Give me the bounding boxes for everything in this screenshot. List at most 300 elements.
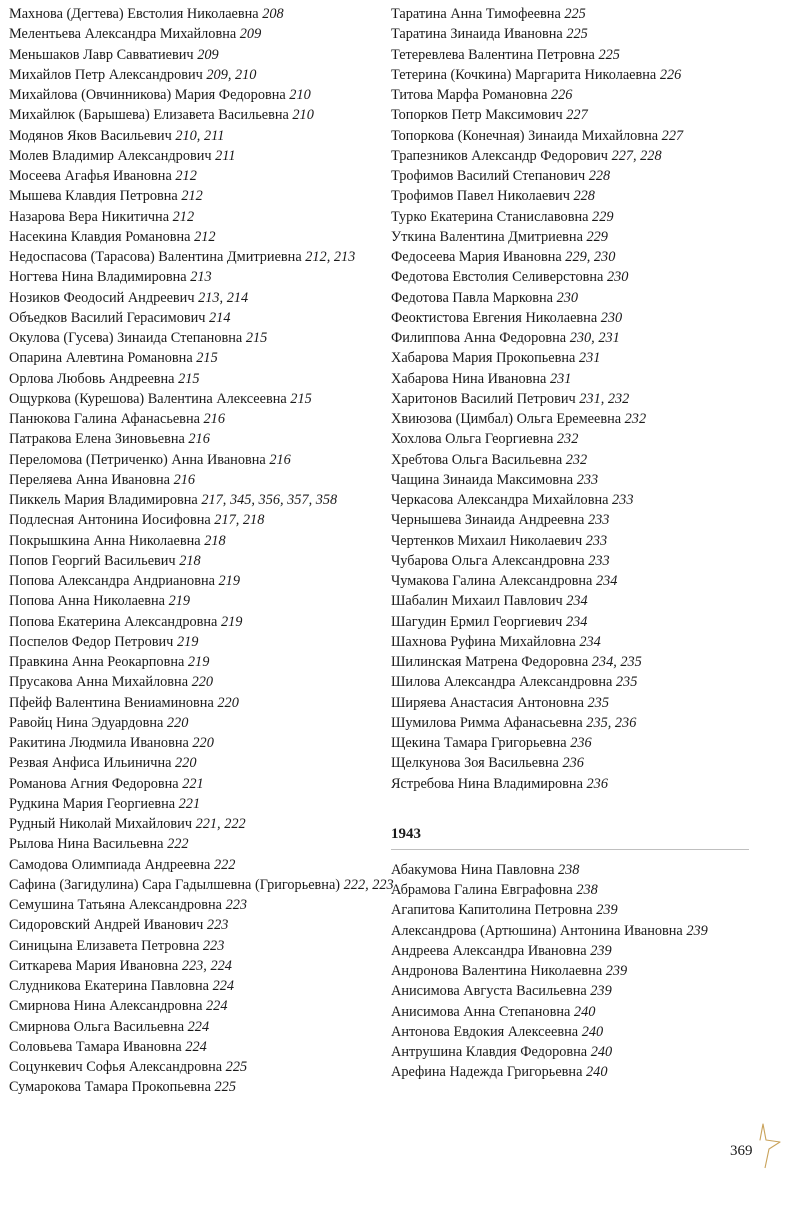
entry-pages: 233 xyxy=(612,492,634,508)
entry-pages: 234 xyxy=(566,593,588,610)
entry-name: Федотова Павла Марковна xyxy=(391,289,553,306)
entry-name: Щекина Тамара Григорьевна xyxy=(391,735,567,751)
entry-pages: 214 xyxy=(209,309,231,326)
index-entry xyxy=(391,389,751,409)
index-entry xyxy=(9,915,384,935)
index-entry xyxy=(9,632,384,652)
index-entry xyxy=(9,490,384,510)
index-entry xyxy=(9,794,384,814)
index-entry xyxy=(391,713,751,733)
entry-name: Тетеревлева Валентина Петровна xyxy=(391,46,595,63)
entry-pages: 239 xyxy=(605,963,628,979)
entry-pages: 210 xyxy=(289,87,311,103)
index-entry xyxy=(391,1002,751,1022)
entry-name: Семушина Татьяна Александровна xyxy=(9,897,222,913)
index-entry xyxy=(9,733,384,753)
entry-pages: 220 xyxy=(191,674,214,691)
entry-name: Абакумова Нина Павловна xyxy=(391,861,555,878)
index-entry xyxy=(9,713,384,733)
entry-name: Топорков Петр Максимович xyxy=(391,107,563,124)
entry-name: Анисимова Анна Степановна xyxy=(391,1003,571,1020)
entry-name: Михайлов Петр Александрович xyxy=(9,66,203,83)
index-entry xyxy=(9,207,384,227)
entry-pages: 230, 231 xyxy=(569,330,620,346)
index-entry xyxy=(391,288,751,308)
entry-pages: 232 xyxy=(624,411,647,427)
index-entry xyxy=(391,652,751,672)
entry-pages: 240 xyxy=(581,1023,604,1040)
index-entry xyxy=(9,450,384,470)
entry-pages: 220 xyxy=(192,735,214,751)
entry-pages: 212 xyxy=(194,228,216,245)
entry-name: Чумакова Галина Александровна xyxy=(391,573,593,589)
index-entry xyxy=(391,551,751,571)
entry-pages: 231, 232 xyxy=(579,390,630,407)
index-entry xyxy=(391,247,751,267)
entry-pages: 239 xyxy=(590,942,612,959)
entry-name: Синицына Елизавета Петровна xyxy=(9,937,200,954)
index-entry xyxy=(391,166,751,186)
index-entry xyxy=(391,45,751,65)
entry-pages: 210, 211 xyxy=(175,127,225,144)
entry-pages: 224 xyxy=(206,998,228,1015)
entry-pages: 218 xyxy=(179,552,201,569)
entry-pages: 209 xyxy=(239,26,262,43)
entry-name: Шилова Александра Александровна xyxy=(391,674,613,691)
entry-pages: 228 xyxy=(573,188,595,205)
entry-name: Анисимова Августа Васильевна xyxy=(391,983,587,1000)
index-entry xyxy=(9,288,384,308)
entry-name: Попова Александра Андриановна xyxy=(9,573,215,589)
index-entry xyxy=(9,814,384,834)
entry-name: Мышева Клавдия Петровна xyxy=(9,188,178,205)
entry-name: Слудникова Екатерина Павловна xyxy=(9,978,210,994)
entry-name: Рудный Николай Михайлович xyxy=(9,816,193,832)
index-entry xyxy=(9,1057,384,1077)
entry-pages: 215 xyxy=(196,350,218,367)
entry-pages: 236 xyxy=(570,735,592,751)
entry-name: Объедков Василий Герасимович xyxy=(9,309,206,326)
index-entry xyxy=(391,672,751,692)
entry-name: Рылова Нина Васильевна xyxy=(9,836,164,853)
entry-pages: 226 xyxy=(659,66,682,83)
entry-pages: 218 xyxy=(204,532,226,549)
entry-pages: 212, 213 xyxy=(305,249,356,265)
entry-name: Арефина Надежда Григорьевна xyxy=(391,1064,583,1081)
entry-pages: 239 xyxy=(590,983,612,1000)
entry-pages: 234 xyxy=(579,633,601,650)
entry-name: Хабарова Мария Прокопьевна xyxy=(391,350,576,367)
entry-pages: 232 xyxy=(556,431,579,448)
index-entry xyxy=(9,105,384,125)
entry-name: Хабарова Нина Ивановна xyxy=(391,370,547,387)
index-entry xyxy=(9,166,384,186)
index-entry xyxy=(391,961,751,981)
entry-pages: 213, 214 xyxy=(198,289,249,306)
index-entry xyxy=(9,531,384,551)
entry-pages: 225 xyxy=(225,1059,248,1075)
entry-pages: 240 xyxy=(590,1044,613,1060)
entry-pages: 221, 222 xyxy=(195,816,246,832)
entry-name: Резвая Анфиса Ильинична xyxy=(9,755,172,772)
index-entry xyxy=(9,470,384,490)
year-section-list xyxy=(391,860,751,1083)
entry-pages: 209, 210 xyxy=(206,66,257,83)
entry-name: Романова Агния Федоровна xyxy=(9,775,179,792)
index-entry xyxy=(9,895,384,915)
index-entry xyxy=(9,247,384,267)
entry-pages: 229 xyxy=(586,228,608,245)
entry-pages: 210 xyxy=(292,107,314,124)
index-entry xyxy=(391,409,751,429)
entry-name: Федотова Евстолия Селиверстовна xyxy=(391,269,604,286)
entry-pages: 238 xyxy=(558,861,580,878)
entry-name: Ногтева Нина Владимировна xyxy=(9,269,187,286)
entry-name: Шилинская Матрена Федоровна xyxy=(391,654,589,670)
entry-pages: 235 xyxy=(587,694,609,711)
entry-pages: 208 xyxy=(262,6,284,22)
index-entry xyxy=(391,774,751,794)
entry-name: Попов Георгий Васильевич xyxy=(9,552,176,569)
entry-name: Хохлова Ольга Георгиевна xyxy=(391,431,554,448)
entry-name: Назарова Вера Никитична xyxy=(9,208,170,225)
entry-name: Антрушина Клавдия Федоровна xyxy=(391,1044,588,1060)
entry-pages: 219 xyxy=(187,654,210,670)
index-entry xyxy=(9,348,384,368)
entry-pages: 224 xyxy=(212,978,235,994)
entry-name: Опарина Алевтина Романовна xyxy=(9,350,193,367)
entry-name: Трофимов Василий Степанович xyxy=(391,168,586,184)
entry-name: Чащина Зинаида Максимовна xyxy=(391,471,574,488)
entry-name: Соловьева Тамара Ивановна xyxy=(9,1038,182,1055)
entry-pages: 228 xyxy=(588,168,611,184)
entry-name: Ситкарева Мария Ивановна xyxy=(9,957,179,974)
entry-name: Панюкова Галина Афанасьевна xyxy=(9,411,200,427)
index-entry xyxy=(9,571,384,591)
entry-name: Смирнова Ольга Васильевна xyxy=(9,1018,185,1035)
entry-name: Махнова (Дегтева) Евстолия Николаевна xyxy=(9,6,259,22)
index-entry xyxy=(391,571,751,591)
entry-pages: 227 xyxy=(566,107,588,124)
index-entry xyxy=(391,470,751,490)
index-entry xyxy=(391,900,751,920)
entry-name: Попова Екатерина Александровна xyxy=(9,613,218,630)
entry-pages: 219 xyxy=(218,573,240,589)
entry-name: Шабалин Михаил Павлович xyxy=(391,593,563,610)
index-entry xyxy=(391,490,751,510)
entry-pages: 238 xyxy=(576,882,598,898)
index-entry xyxy=(9,976,384,996)
entry-pages: 223 xyxy=(202,937,225,954)
index-entry xyxy=(391,328,751,348)
entry-pages: 231 xyxy=(549,370,572,387)
entry-pages: 229 xyxy=(592,208,614,225)
entry-name: Александрова (Артюшина) Антонина Ивановна xyxy=(391,922,683,939)
index-entry xyxy=(9,591,384,611)
entry-pages: 236 xyxy=(586,775,608,792)
entry-name: Переляева Анна Ивановна xyxy=(9,471,171,488)
entry-name: Патракова Елена Зиновьевна xyxy=(9,431,185,448)
entry-name: Модянов Яков Васильевич xyxy=(9,127,172,144)
entry-pages: 240 xyxy=(586,1064,608,1081)
index-entry xyxy=(391,65,751,85)
entry-pages: 240 xyxy=(573,1003,596,1020)
entry-pages: 223 xyxy=(206,917,229,934)
entry-name: Подлесная Антонина Иосифовна xyxy=(9,512,211,529)
entry-pages: 225 xyxy=(566,26,588,43)
index-entry xyxy=(391,4,751,24)
index-entry xyxy=(9,510,384,530)
entry-name: Тетерина (Кочкина) Маргарита Николаевна xyxy=(391,66,657,83)
entry-name: Недоспасова (Тарасова) Валентина Дмитриевна xyxy=(9,249,302,265)
entry-name: Андронова Валентина Николаевна xyxy=(391,963,603,979)
entry-pages: 233 xyxy=(585,532,608,549)
entry-name: Меньшаков Лавр Савватиевич xyxy=(9,46,194,63)
entry-name: Рудкина Мария Георгиевна xyxy=(9,795,176,812)
entry-pages: 234 xyxy=(565,613,588,630)
index-entry xyxy=(9,227,384,247)
index-entry xyxy=(391,921,751,941)
index-entry xyxy=(9,45,384,65)
entry-name: Окулова (Гусева) Зинаида Степановна xyxy=(9,330,243,346)
index-entry xyxy=(9,24,384,44)
entry-pages: 222 xyxy=(213,856,236,873)
entry-name: Хребтова Ольга Васильевна xyxy=(391,451,563,468)
index-entry xyxy=(9,85,384,105)
entry-pages: 219 xyxy=(220,613,243,630)
entry-name: Абрамова Галина Евграфовна xyxy=(391,882,573,898)
index-entry xyxy=(391,348,751,368)
index-entry xyxy=(9,146,384,166)
entry-name: Уткина Валентина Дмитриевна xyxy=(391,228,583,245)
entry-pages: 230 xyxy=(606,269,629,286)
entry-name: Мелентьева Александра Михайловна xyxy=(9,26,237,43)
index-entry xyxy=(391,753,751,773)
entry-pages: 223, 224 xyxy=(181,957,232,974)
entry-name: Пфейф Валентина Вениаминовна xyxy=(9,694,214,711)
index-entry xyxy=(391,126,751,146)
entry-pages: 221 xyxy=(178,795,201,812)
entry-pages: 225 xyxy=(564,6,586,22)
index-entry xyxy=(391,186,751,206)
entry-name: Трофимов Павел Николаевич xyxy=(391,188,570,205)
entry-pages: 213 xyxy=(190,269,212,286)
index-entry xyxy=(9,672,384,692)
index-entry xyxy=(9,1017,384,1037)
entry-name: Пиккель Мария Владимировна xyxy=(9,492,198,508)
entry-pages: 215 xyxy=(290,390,312,407)
entry-pages: 234, 235 xyxy=(591,654,642,670)
entry-name: Андреева Александра Ивановна xyxy=(391,942,587,959)
index-entry xyxy=(9,4,384,24)
entry-pages: 229, 230 xyxy=(565,249,616,265)
entry-name: Чертенков Михаил Николаевич xyxy=(391,532,583,549)
entry-name: Сидоровский Андрей Иванович xyxy=(9,917,204,934)
entry-pages: 227 xyxy=(661,127,684,144)
index-entry xyxy=(9,996,384,1016)
entry-pages: 224 xyxy=(185,1038,207,1055)
entry-name: Чубарова Ольга Александровна xyxy=(391,552,585,569)
entry-pages: 223 xyxy=(225,897,248,913)
entry-pages: 222, 223 xyxy=(343,876,394,893)
entry-name: Ширяева Анастасия Антоновна xyxy=(391,694,584,711)
entry-name: Насекина Клавдия Романовна xyxy=(9,228,191,245)
entry-pages: 216 xyxy=(203,411,225,427)
index-entry xyxy=(9,753,384,773)
entry-pages: 233 xyxy=(588,552,610,569)
entry-pages: 219 xyxy=(168,593,191,610)
entry-pages: 234 xyxy=(595,573,618,589)
entry-pages: 221 xyxy=(182,775,204,792)
index-entry xyxy=(391,860,751,880)
entry-pages: 217, 218 xyxy=(214,512,265,529)
entry-name: Титова Марфа Романовна xyxy=(391,87,548,103)
index-entry xyxy=(9,328,384,348)
entry-pages: 226 xyxy=(551,87,573,103)
year-heading: 1943 xyxy=(391,824,749,850)
index-entry xyxy=(9,693,384,713)
entry-name: Ощуркова (Курешова) Валентина Алексеевна xyxy=(9,390,287,407)
index-entry xyxy=(9,774,384,794)
left-column xyxy=(9,4,394,1098)
index-entry xyxy=(391,146,751,166)
index-entry xyxy=(391,24,751,44)
entry-name: Сафина (Загидулина) Сара Гадылшевна (Григорьевна) xyxy=(9,876,341,893)
index-entry xyxy=(391,267,751,287)
entry-name: Шумилова Римма Афанасьевна xyxy=(391,714,583,731)
index-entry xyxy=(391,1022,751,1042)
index-entry xyxy=(391,227,751,247)
index-entry xyxy=(9,956,384,976)
index-entry xyxy=(9,267,384,287)
entry-pages: 216 xyxy=(188,431,210,448)
index-entry xyxy=(391,85,751,105)
entry-pages: 233 xyxy=(576,471,599,488)
entry-pages: 212 xyxy=(181,188,203,205)
entry-name: Феоктистова Евгения Николаевна xyxy=(391,309,598,326)
index-entry xyxy=(9,65,384,85)
index-entry xyxy=(9,409,384,429)
entry-pages: 224 xyxy=(187,1018,210,1035)
entry-name: Покрышкина Анна Николаевна xyxy=(9,532,201,549)
entry-name: Ракитина Людмила Ивановна xyxy=(9,735,189,751)
entry-name: Соцункевич Софья Александровна xyxy=(9,1059,223,1075)
entry-pages: 215 xyxy=(245,330,268,346)
entry-name: Михайлюк (Барышева) Елизавета Васильевна xyxy=(9,107,289,124)
entry-pages: 235, 236 xyxy=(586,714,637,731)
entry-pages: 235 xyxy=(615,674,638,691)
index-entry xyxy=(9,855,384,875)
index-entry xyxy=(9,875,394,895)
entry-pages: 222 xyxy=(167,836,189,853)
entry-name: Попова Анна Николаевна xyxy=(9,593,166,610)
index-entry xyxy=(391,531,751,551)
index-entry xyxy=(391,733,751,753)
entry-pages: 239 xyxy=(596,902,618,919)
index-entry xyxy=(9,369,384,389)
entry-name: Орлова Любовь Андреевна xyxy=(9,370,175,387)
index-entry xyxy=(391,105,751,125)
entry-name: Самодова Олимпиада Андреевна xyxy=(9,856,211,873)
entry-pages: 227, 228 xyxy=(611,147,662,164)
entry-name: Топоркова (Конечная) Зинаида Михайловна xyxy=(391,127,659,144)
entry-name: Правкина Анна Реокарповна xyxy=(9,654,185,670)
index-entry xyxy=(391,1062,751,1082)
entry-pages: 239 xyxy=(686,922,708,939)
entry-name: Молев Владимир Александрович xyxy=(9,147,212,164)
index-entry xyxy=(391,941,751,961)
entry-pages: 233 xyxy=(587,512,610,529)
entry-pages: 212 xyxy=(175,168,197,184)
right-column xyxy=(391,4,751,1083)
entry-pages: 231 xyxy=(578,350,601,367)
entry-name: Антонова Евдокия Алексеевна xyxy=(391,1023,579,1040)
index-entry xyxy=(9,612,384,632)
index-entry xyxy=(391,429,751,449)
page-number: 369 xyxy=(730,1143,753,1159)
index-entry xyxy=(9,936,384,956)
entry-pages: 232 xyxy=(565,451,588,468)
entry-name: Шагудин Ермил Георгиевич xyxy=(391,613,563,630)
index-entry xyxy=(391,632,751,652)
entry-name: Агапитова Капитолина Петровна xyxy=(391,902,593,919)
entry-name: Сумарокова Тамара Прокопьевна xyxy=(9,1079,211,1096)
entry-name: Черкасова Александра Михайловна xyxy=(391,492,609,508)
index-entry xyxy=(9,429,384,449)
entry-name: Равойц Нина Эдуардовна xyxy=(9,714,164,731)
entry-pages: 225 xyxy=(598,46,620,63)
entry-name: Таратина Зинаида Ивановна xyxy=(391,26,563,43)
index-entry xyxy=(391,1042,751,1062)
entry-name: Щелкунова Зоя Васильевна xyxy=(391,755,559,772)
entry-pages: 209 xyxy=(197,46,219,63)
index-entry xyxy=(9,186,384,206)
index-entry xyxy=(9,389,384,409)
index-entry xyxy=(9,308,384,328)
index-entry xyxy=(9,1037,384,1057)
index-entry xyxy=(391,207,751,227)
index-entry xyxy=(391,693,751,713)
index-entry xyxy=(9,834,384,854)
index-entry xyxy=(391,591,751,611)
entry-name: Турко Екатерина Станиславовна xyxy=(391,208,589,225)
entry-pages: 216 xyxy=(269,451,291,468)
year-section xyxy=(391,824,751,1083)
entry-name: Хвиюзова (Цимбал) Ольга Еремеевна xyxy=(391,411,622,427)
index-entry xyxy=(9,126,384,146)
entry-name: Прусакова Анна Михайловна xyxy=(9,674,189,691)
entry-pages: 236 xyxy=(562,755,584,772)
index-entry xyxy=(391,510,751,530)
entry-pages: 216 xyxy=(173,471,196,488)
entry-name: Михайлова (Овчинникова) Мария Федоровна xyxy=(9,87,286,103)
entry-name: Чернышева Зинаида Андреевна xyxy=(391,512,585,529)
entry-pages: 220 xyxy=(217,694,239,711)
entry-pages: 220 xyxy=(166,714,189,731)
index-entry xyxy=(9,551,384,571)
entry-name: Федосеева Мария Ивановна xyxy=(391,249,562,265)
entry-name: Таратина Анна Тимофеевна xyxy=(391,6,561,22)
entry-pages: 217, 345, 356, 357, 358 xyxy=(201,492,338,508)
index-entry xyxy=(391,450,751,470)
entry-pages: 212 xyxy=(172,208,195,225)
entry-name: Мосеева Агафья Ивановна xyxy=(9,168,172,184)
entry-pages: 219 xyxy=(176,633,199,650)
index-entry xyxy=(391,369,751,389)
index-entry xyxy=(9,1077,384,1097)
entry-pages: 220 xyxy=(175,755,197,772)
entry-name: Филиппова Анна Федоровна xyxy=(391,330,567,346)
